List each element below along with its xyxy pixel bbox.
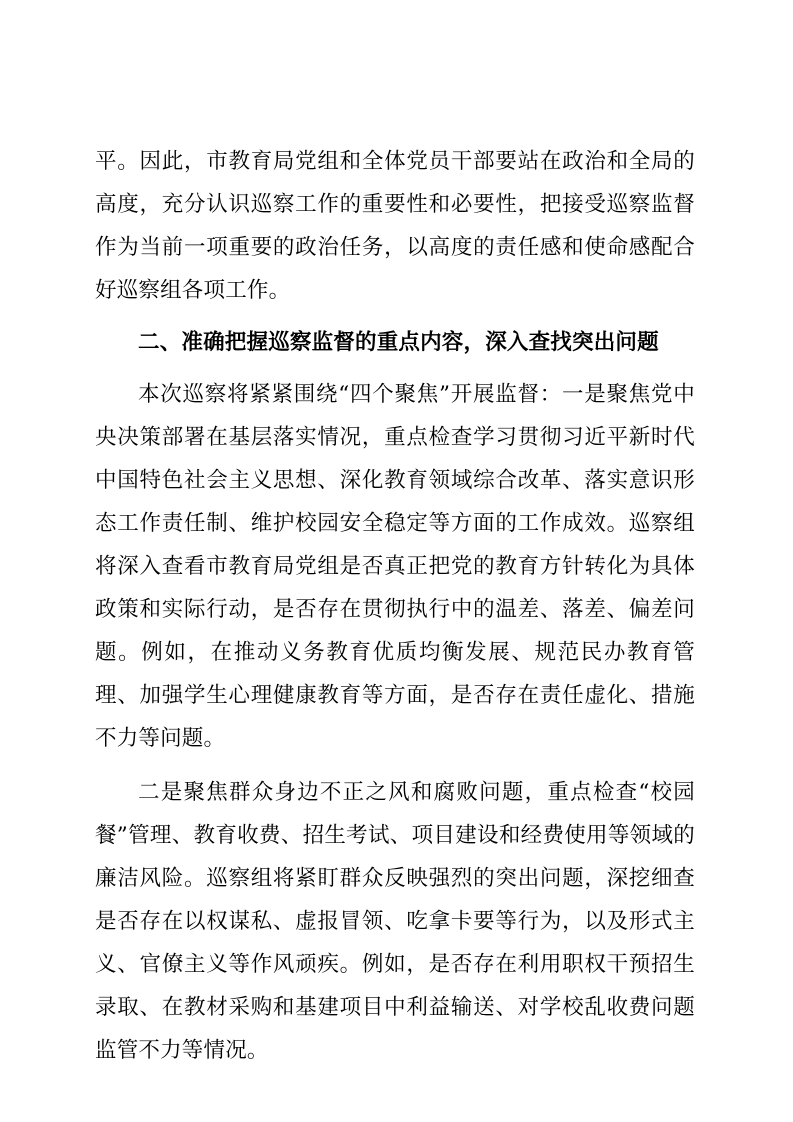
paragraph-continuation: 平。因此，市教育局党组和全体党员干部要站在政治和全局的高度，充分认识巡察工作的重要性和必要性，把接受巡察监督作为当前一项重要的政治任务，以高度的责任感和使命感配合好巡察组各项工作。 bbox=[95, 149, 695, 303]
heading-section-two: 二、准确把握巡察监督的重点内容，深入查找突出问题 bbox=[138, 330, 659, 355]
paragraph-focus-two: 二是聚焦群众身边不正之风和腐败问题，重点检查“校园餐”管理、教育收费、招生考试、项目建设和经费使用等领域的廉洁风险。巡察组将紧盯群众反映强烈的突出问题，深挖细查是否存在以权谋私、虚报冒领、吃拿卡要等行为，以及形式主义、官僚主义等作风顽疾。例如，是否存在利用职权干预招生录取、在教材采购和基建项目中利益输送、对学校乱收费问题监管不力等情况。 bbox=[95, 780, 695, 1063]
paragraph-spacer bbox=[95, 760, 695, 771]
paragraph-spacer bbox=[95, 364, 695, 373]
paragraph-focus-one: 本次巡察将紧紧围绕“四个聚焦”开展监督：一是聚焦党中央决策部署在基层落实情况，重点检查学习贯彻习近平新时代中国特色社会主义思想、深化教育领域综合改革、落实意识形态工作责任制、维护校园安全稳定等方面的工作成效。巡察组将深入查看市教育局党组是否真正把党的教育方针转化为具体政策和实际行动，是否存在贯彻执行中的温差、落差、偏差问题。例如，在推动义务教育优质均衡发展、规范民办教育管理、加强学生心理健康教育等方面，是否存在责任虚化、措施不力等问题。 bbox=[95, 382, 695, 751]
paragraph-spacer bbox=[95, 312, 695, 321]
document-body bbox=[95, 140, 695, 1072]
